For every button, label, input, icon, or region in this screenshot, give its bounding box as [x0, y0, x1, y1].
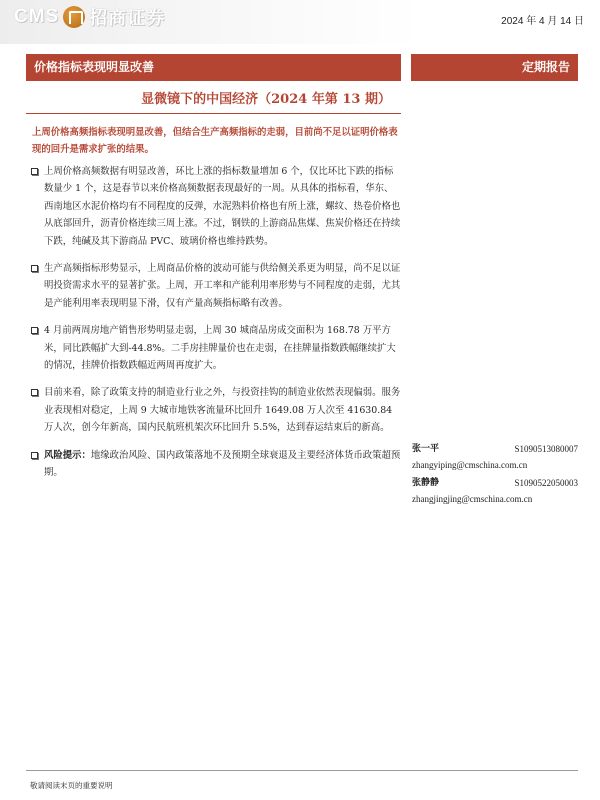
- bullet-item: [30, 322, 402, 374]
- analyst-panel: [412, 441, 578, 509]
- checkbox-bullet-icon: [31, 168, 38, 175]
- bullet-item: [30, 260, 402, 312]
- bullet-list: [30, 163, 402, 492]
- footer-divider: [26, 770, 578, 771]
- checkbox-bullet-icon: [31, 389, 38, 396]
- report-summary: 上周价格高频指标表现明显改善，但结合生产高频指标的走弱，目前尚不足以证明价格表现的回升是需求扩张的结果。: [32, 127, 398, 155]
- header-bar: [0, 0, 600, 44]
- analyst-name: 张静静: [412, 478, 440, 488]
- bullet-text: 地缘政治风险、国内政策落地不及预期全球衰退及主要经济体货币政策超预期。: [44, 449, 401, 479]
- checkbox-bullet-icon: [31, 327, 38, 334]
- analyst-name: 张一平: [412, 444, 440, 454]
- bullet-text: 4 月前两周房地产销售形势明显走弱，上周 30 城商品房成交面积为 168.78 万平方米，同比跌幅扩大到-44.8%。二手房挂牌量价也在走弱，在挂牌量指数跌幅继续扩大的情况，挂牌价指数跌幅近两周再度扩大。: [44, 325, 396, 372]
- bullet-text: 上周价格高频数据有明显改善，环比上涨的指标数量增加 6 个，仅比环比下跌的指标数量少 1 个，这是春节以来价格高频数据表现最好的一周。从具体的指标看，华东、西南地区水泥价格均有不同程度的反弹，水泥熟料价格也有所上涨，螺纹、热卷价格也从底部回升，沥青价格连续三周上涨。不过，钢铁的上游商品焦煤、焦炭价格还在持续下跌，纯碱及其下游商品 PVC、玻璃价格也维持跌势。: [44, 166, 401, 247]
- bullet-text: 生产高频指标形势显示，上周商品价格的波动可能与供给侧关系更为明显，尚不足以证明投资需求水平的显著扩张。上周，开工率和产能利用率形势与不同程度的走弱，尤其是产能利用率表现明显下滑，仅有产量高频指标略有改善。: [44, 263, 401, 309]
- bullet-text: 目前来看，除了政策支持的制造业行业之外，与投资挂钩的制造业依然表现偏弱。服务业表现相对稳定，上周 9 大城市地铁客流量环比回升 1649.08 万人次至 41630.84 万人次，创今年新高，国内民航班机架次环比回升 5.5%，达到春运结束后的新高。: [44, 387, 401, 434]
- analyst-email[interactable]: zhangyiping@cmschina.com.cn: [412, 460, 528, 470]
- analyst-email[interactable]: zhangjingjing@cmschina.com.cn: [412, 494, 533, 504]
- title-divider: [26, 113, 401, 114]
- analyst-entry: [412, 441, 578, 473]
- report-date: 2024 年 4 月 14 日: [501, 16, 584, 27]
- analyst-license-id: S1090513080007: [514, 444, 578, 454]
- bullet-item: [30, 384, 402, 436]
- footer-disclaimer: 敬请阅读末页的重要说明: [30, 781, 113, 790]
- company-logo: [14, 4, 165, 30]
- section-heading: 价格指标表现明显改善: [26, 54, 401, 81]
- analyst-license-id: S1090522050003: [514, 478, 578, 488]
- logo-emblem-icon: [63, 6, 85, 28]
- checkbox-bullet-icon: [31, 452, 38, 459]
- bullet-item: [30, 447, 402, 482]
- report-title: 显微镜下的中国经济（2024 年第 13 期）: [141, 92, 391, 107]
- bullet-item: [30, 163, 402, 250]
- risk-label: 风险提示：: [44, 449, 91, 461]
- logo-chinese-text: 招商证券: [89, 8, 166, 29]
- logo-latin-text: CMS: [14, 6, 60, 27]
- analyst-entry: [412, 475, 578, 507]
- report-type-label: 定期报告: [411, 54, 578, 81]
- checkbox-bullet-icon: [31, 265, 38, 272]
